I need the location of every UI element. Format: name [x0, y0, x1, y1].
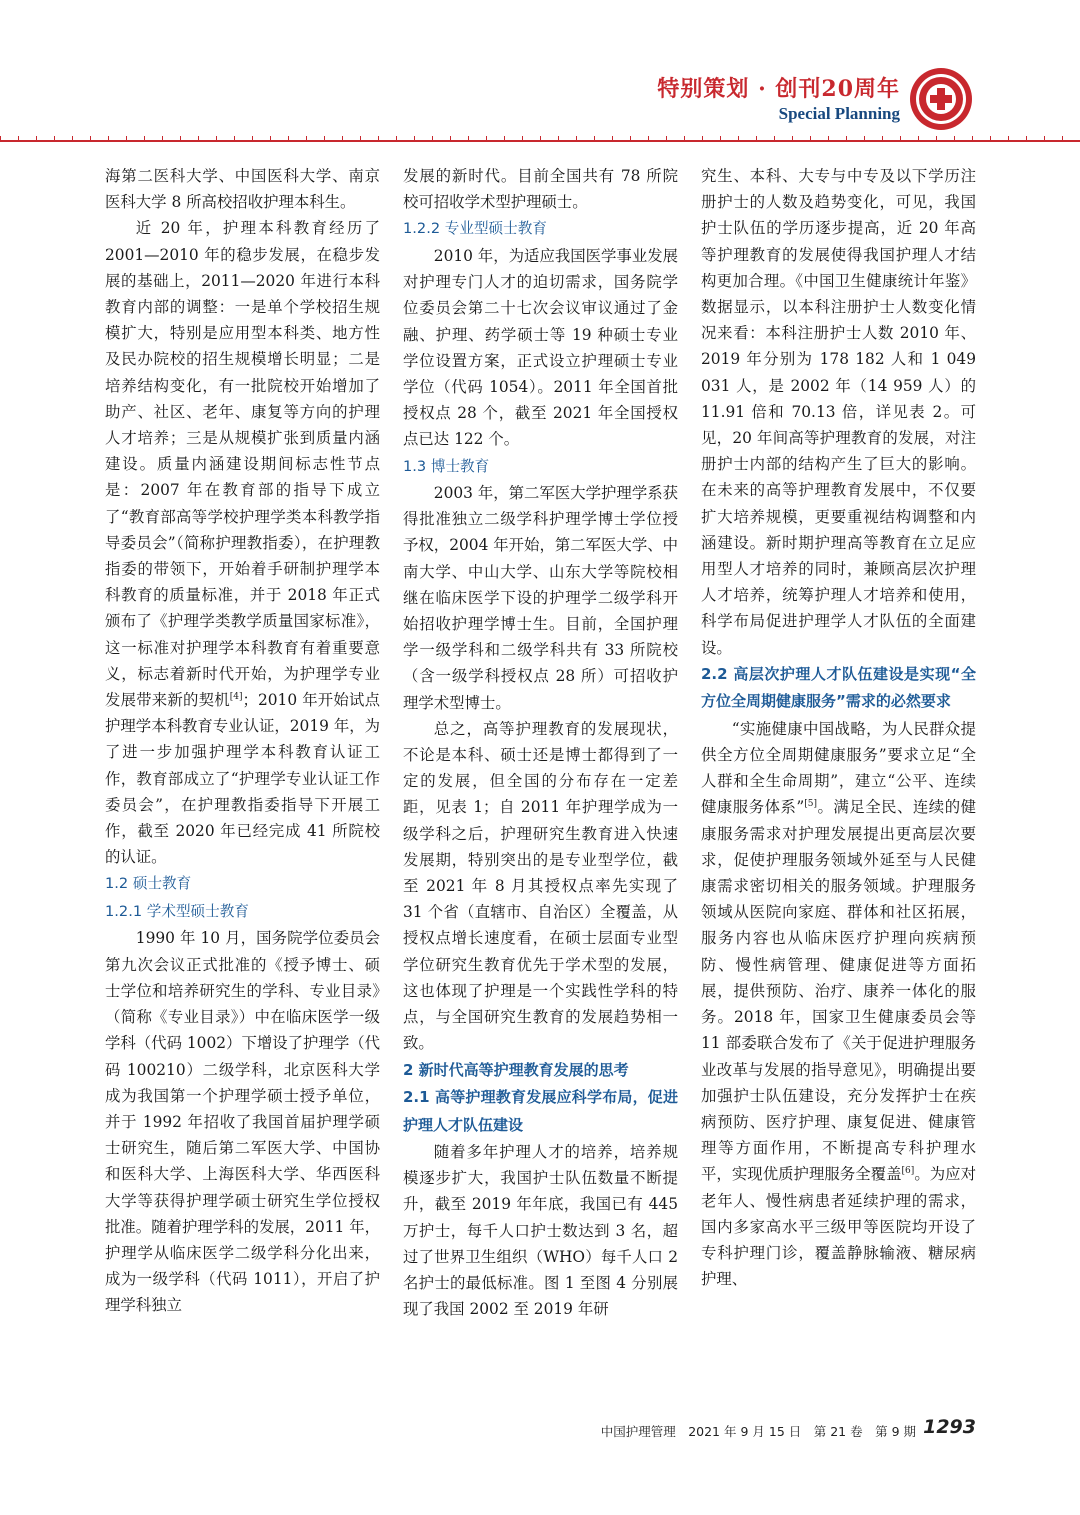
section-heading-1-2-2: 1.2.2 专业型硕士教育 [403, 220, 547, 238]
journal-emblem-icon [908, 66, 974, 132]
paragraph: 1990 年 10 月，国务院学位委员会第九次会议正式批准的《授予博士、硕士学位和培养研究生的学科、专业目录》（简称《专业目录》）中在临床医学一级学科（代码 1002）下增设了护理学（代码 100210）二级学科，北京医科大学成为我国第一个护理学硕士授予单位，并于 1992 年招收了我国首届护理学硕士研究生，随后第二军医大学、中国协和医科大学、上海医科大学、华西医科大学等获得护理学硕士研究生学位授权批准。随着护理学科的发展，2011 年，护理学从临床医学二级学科分化出来，成为一级学科（代码 1011），开启了护理学科独立 [105, 929, 380, 1315]
citation-ref: [4] [229, 691, 243, 702]
page-header [0, 0, 1080, 150]
paragraph: 近 20 年，护理本科教育经历了 2001—2010 年的稳步发展，在稳步发展的基础上，2011—2020 年进行本科教育内部的调整：一是单个学校招生规模扩大，特别是应用型本科类、地方性及民办院校的招生规模增长明显；二是培养结构变化，有一批院校开始增加了助产、社区、老年、康复等方向的护理人才培养；三是从规模扩张到质量内涵建设。质量内涵建设期间标志性节点是：2007 年在教育部的指导下成立了“教育部高等学校护理学类本科教学指导委员会”（简称护理教指委），在护理教指委的带领下，开始着手研制护理学本科教育的质量标准，并于 2018 年正式颁布了《护理学类教学质量国家标准》，这一标准对护理学本科教育有着重要意义，标志着新时代开始，为护理学专业发展带来新的契机[4]；2010 年开始试点护理学本科教育专业认证，2019 年，为了进一步加强护理学本科教育认证工作，教育部成立了“护理学专业认证工作委员会”，在护理教指委指导下开展工作，截至 2020 年已经完成 41 所院校的认证。 [105, 219, 380, 867]
section-heading-2: 2 新时代高等护理教育发展的思考 [403, 1060, 629, 1079]
citation-ref: [5] [804, 799, 818, 810]
column-3 [701, 163, 976, 1292]
citation-ref: [6] [901, 1166, 915, 1177]
paragraph: “实施健康中国战略，为人民群众提供全方位全周期健康服务”要求立足“全人群和全生命周期”，建立“公平、连续健康服务体系”[5]。满足全民、连续的健康服务需求对护理发展提出更高层次要求，促使护理服务领域外延至与人民健康需求密切相关的服务领域。护理服务领域从医院向家庭、群体和社区拓展，服务内容也从临床医疗护理向疾病预防、慢性病管理、健康促进等方面拓展，提供预防、治疗、康养一体化的服务。2018 年，国家卫生健康委员会等 11 部委联合发布了《关于促进护理服务业改革与发展的指导意见》，明确提出要加强护士队伍建设，充分发挥护士在疾病预防、医疗护理、康复促进、健康管理等方面作用，不断提高专科护理水平，实现优质护理服务全覆盖[6]。为应对老年人、慢性病患者延续护理的需求，国内多家高水平三级甲等医院均开设了专科护理门诊，覆盖静脉输液、糖尿病护理、 [701, 719, 976, 1289]
section-heading-1-3: 1.3 博士教育 [403, 457, 490, 475]
section-heading-1-2-1: 1.2.1 学术型硕士教育 [105, 902, 249, 920]
section-subtitle: Special Planning [778, 104, 900, 123]
column-2 [403, 163, 678, 1322]
section-title: 特别策划 · 创刊20周年 [657, 76, 900, 102]
section-heading-1-2: 1.2 硕士教育 [105, 875, 192, 893]
paragraph: 究生、本科、大专与中专及以下学历注册护士的人数及趋势变化，可见，我国护士队伍的学历逐步提高，近 20 年高等护理教育的发展使得我国护理人才结构更加合理。《中国卫生健康统计年鉴》数据显示，以本科注册护士人数变化情况来看：本科注册护士人数 2010 年、2019 年分别为 178 182 人和 1 049 031 人，是 2002 年（14 959 人）的 11.91 倍和 70.13 倍，详见表 2。可见，20 年间高等护理教育的发展，对注册护士内部的结构产生了巨大的影响。在未来的高等护理教育发展中，不仅要扩大培养规模，更要重视结构调整和内涵建设。新时期护理高等教育在立足应用型人才培养的同时，兼顾高层次护理人才培养，统筹护理人才培养和使用，科学布局促进护理学人才队伍的全面建设。 [701, 167, 976, 657]
paragraph: 总之，高等护理教育的发展现状，不论是本科、硕士还是博士都得到了一定的发展，但全国的分布存在一定差距，见表 1；自 2011 年护理学成为一级学科之后，护理研究生教育进入快速发展期，特别突出的是专业型学位，截至 2021 年 8 月其授权点率先实现了 31 个省（直辖市、自治区）全覆盖，从授权点增长速度看，在硕士层面专业型学位研究生教育优先于学术型的发展，这也体现了护理是一个实践性学科的特点，与全国研究生教育的发展趋势相一致。 [403, 719, 678, 1053]
paragraph: 发展的新时代。目前全国共有 78 所院校可招收学术型护理硕士。 [403, 167, 678, 212]
section-heading-2-1: 2.1 高等护理教育发展应科学布局，促进护理人才队伍建设 [403, 1088, 678, 1134]
column-1 [105, 163, 380, 1319]
paragraph: 随着多年护理人才的培养，培养规模逐步扩大，我国护士队伍数量不断提升，截至 2019 年年底，我国已有 445 万护士，每千人口护士数达到 3 名，超过了世界卫生组织（WHO）每千人口 2 名护士的最低标准。图 1 至图 4 分别展现了我国 2002 至 2019 年研 [403, 1143, 678, 1319]
header-rule [0, 140, 1080, 142]
page-number: 1293 [923, 1416, 976, 1438]
journal-info: 中国护理管理 2021 年 9 月 15 日 第 21 卷 第 9 期 [600, 1424, 916, 1439]
page-footer [0, 1414, 1080, 1454]
paragraph: 2010 年，为适应我国医学事业发展对护理专门人才的迫切需求，国务院学位委员会第二十七次会议审议通过了金融、护理、药学硕士等 19 种硕士专业学位设置方案，正式设立护理硕士专业学位（代码 1054）。2011 年全国首批授权点 28 个，截至 2021 年全国授权点已达 122 个。 [403, 246, 678, 449]
paragraph: 2003 年，第二军医大学护理学系获得批准独立二级学科护理学博士学位授予权，2004 年开始，第二军医大学、中南大学、中山大学、山东大学等院校相继在临床医学下设的护理学二级学科开始招收护理学博士生。目前，全国护理学一级学科和二级学科共有 33 所院校（含一级学科授权点 28 所）可招收护理学术型博士。 [403, 484, 678, 712]
paragraph: 海第二医科大学、中国医科大学、南京医科大学 8 所高校招收护理本科生。 [105, 167, 380, 212]
section-heading-2-2: 2.2 高层次护理人才队伍建设是实现“全方位全周期健康服务”需求的必然要求 [701, 664, 976, 711]
